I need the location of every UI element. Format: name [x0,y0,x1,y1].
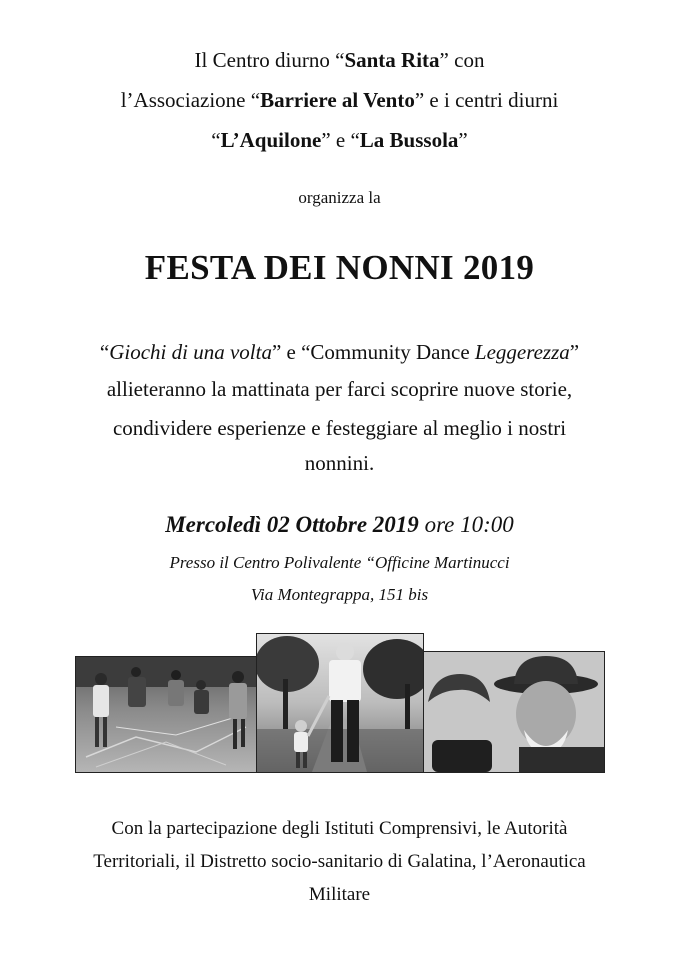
aquilone-name: L’Aquilone [220,128,322,152]
santa-rita-name: Santa Rita [344,48,440,72]
text: ” con [439,48,485,72]
grandfather-holding-child-photo [423,651,605,773]
event-venue: Presso il Centro Polivalente “Officine Martinucci [169,553,510,572]
event-title: FESTA DEI NONNI 2019 [144,248,535,287]
grandfather-with-child-photo [256,633,424,773]
quote: “ [211,128,221,152]
barriere-al-vento-name: Barriere al Vento [260,88,415,112]
quote: “ [99,340,110,364]
description-line-2: allieteranno la mattinata per farci scoprire nuove storie, [106,377,573,401]
description-line-3: condividere esperienze e festeggiare al meglio i nostri [112,416,567,440]
event-date-bold: Mercoledì 02 Ottobre 2019 [165,512,419,537]
organizer-line-3 [0,128,679,153]
bussola-name: La Bussola [359,128,459,152]
footer-line-3: Militare [308,884,371,905]
leggerezza: Leggerezza [474,340,570,364]
description-line-1 [0,340,679,365]
event-address: Via Montegrappa, 151 bis [250,585,429,604]
text: Il Centro diurno “ [194,48,345,72]
footer-line-1: Con la partecipazione degli Istituti Comprensivi, le Autorità [111,818,568,839]
quote: ” [458,128,468,152]
text: ” e i centri diurni [414,88,559,112]
event-time: ore 10:00 [418,512,514,537]
organizer-line-1 [0,48,679,73]
footer-line-2: Territoriali, il Distretto socio-sanitario di Galatina, l’Aeronautica [93,851,586,872]
organizer-line-2 [0,88,679,113]
text: ” e “Community Dance [271,340,475,364]
text: ” e “ [321,128,360,152]
text: l’Associazione “ [120,88,261,112]
event-date [0,512,679,538]
giochi-di-una-volta: Giochi di una volta [109,340,272,364]
description-line-4: nonnini. [304,451,375,475]
quote: ” [569,340,580,364]
children-playing-photo [75,656,257,773]
organizza-text: organizza la [298,188,381,207]
